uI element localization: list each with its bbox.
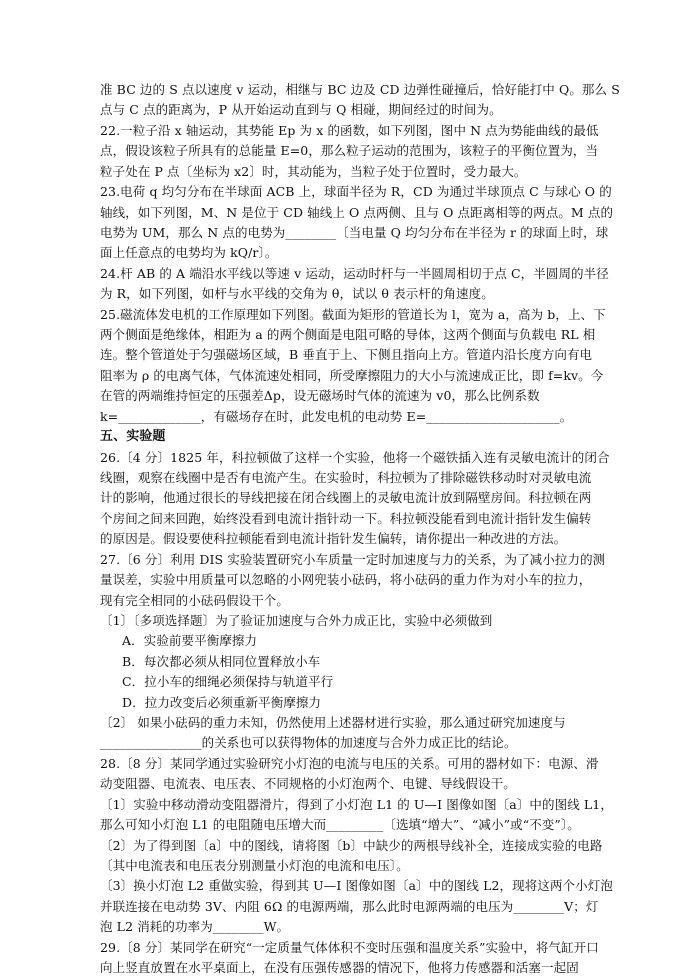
option-b: B．每次都必须从相同位置释放小车 bbox=[122, 653, 321, 669]
text-line: 的原因是。假设要使科拉顿能看到电流计指针发生偏转，请你提出一种改进的方法。 bbox=[100, 531, 567, 547]
text-line: 22.一粒子沿 x 轴运动，其势能 Ep 为 x 的函数，如下列图，图中 N 点为势能曲线的最低 bbox=[100, 122, 599, 138]
text-line: 面上任意点的电势均为 kQ/r〕。 bbox=[100, 245, 278, 261]
text-line: 为 R，如下列图，如杆与水平线的交角为 θ，试以 θ 表示杆的角速度。 bbox=[100, 286, 494, 302]
text-line: 27.〔6 分〕利用 DIS 实验装置研究小车质量一定时加速度与力的关系，为了减小拉力的测 bbox=[100, 551, 606, 567]
text-line: ________________的关系也可以获得物体的加速度与合外力成正比的结论。 bbox=[100, 735, 517, 751]
text-line: 24.杆 AB 的 A 端沿水平线以等速 v 运动，运动时杆与一半圆周相切于点 C，半圆周的半径 bbox=[100, 265, 609, 281]
text-line: 个房间之间来回跑，始终没看到电流计指针动一下。科拉顿没能看到电流计指针发生偏转 bbox=[100, 510, 592, 526]
text-line: 现有完全相同的小砝码假设干个。 bbox=[100, 592, 290, 608]
text-line: 29.〔8 分〕某同学在研究“一定质量气体体积不变时压强和温度关系”实验中，将气缸开口 bbox=[100, 939, 599, 955]
text-line: 并联连接在电动势 3V、内阻 6Ω 的电源两端，那么此时电源两端的电压为________V；灯 bbox=[100, 898, 599, 914]
option-d: D．拉力改变后必须重新平衡摩擦力 bbox=[122, 694, 322, 710]
text-line: 阻率为 ρ 的电离气体，气体流速处相同，所受摩擦阻力的大小与流速成正比，即 f=kv。今 bbox=[100, 367, 604, 383]
text-line: 〔1〕实验中移动滑动变阻器滑片，得到了小灯泡 L1 的 U—I 图像如图〔a〕中的图线 L1， bbox=[100, 796, 613, 812]
text-line: 计的影响，他通过很长的导线把接在闭合线圈上的灵敏电流计放到隔壁房间。科拉顿在两 bbox=[100, 490, 592, 506]
text-line: 点与 C 点的距离为，P 从开始运动直到与 Q 相碰，期间经过的时间为。 bbox=[100, 102, 502, 118]
text-line: 动变阻器、电流表、电压表、不同规格的小灯泡两个、电键、导线假设干。 bbox=[100, 776, 516, 792]
text-line: 粒子处在 P 点〔坐标为 x2〕时，其动能为，当粒子处于位置时，受力最大。 bbox=[100, 163, 527, 179]
text-line: 电势为 UM，那么 N 点的电势为________〔当电量 Q 均匀分布在半径为 r 的球面上时，球 bbox=[100, 224, 609, 240]
text-line: 25.磁流体发电机的工作原理如下列图。截面为矩形的管道长为 l，宽为 a，高为 b，上、下 bbox=[100, 306, 606, 322]
section-heading: 五、实验题 bbox=[100, 429, 166, 445]
text-line: 23.电荷 q 均匀分布在半球面 ACB 上，球面半径为 R，CD 为通过半球顶点 C 与球心 O 的 bbox=[100, 184, 612, 200]
text-line: 线圈，观察在线圈中是否有电流产生。在实验时，科拉顿为了排除磁铁移动时对灵敏电流 bbox=[100, 470, 592, 485]
text-line: 轴线，如下列图，M、N 是位于 CD 轴线上 O 点两侧、且与 O 点距离相等的两点。M 点的 bbox=[100, 204, 614, 220]
text-line: 26.〔4 分〕1825 年，科拉顿做了这样一个实验，他将一个磁铁插入连有灵敏电流计的闭合 bbox=[100, 449, 610, 465]
text-line: 〔2〕为了得到图〔a〕中的图线，请将图〔b〕中缺少的两根导线补全，连接成实验的电路 bbox=[100, 837, 603, 853]
text-line: 连。整个管道处于匀强磁场区域，B 垂直于上、下侧且指向上方。管道内沿长度方向有电 bbox=[100, 347, 593, 363]
text-line: 准 BC 边的 S 点以速度 v 运动，相继与 BC 边及 CD 边弹性碰撞后，恰好能打中 Q。那么 S bbox=[100, 82, 620, 97]
text-line: 两个侧面是绝缘体，相距为 a 的两个侧面是电阻可略的导体，这两个侧面与负载电 RL 相 bbox=[100, 327, 596, 342]
text-line: k=_____________，有磁场存在时，此发电机的电动势 E=_____________________。 bbox=[100, 408, 573, 424]
text-line: 泡 L2 消耗的功率为________W。 bbox=[100, 919, 290, 935]
text-line: 点，假设该粒子所具有的总能量 E=0，那么粒子运动的范围为，该粒子的平衡位置为，当 bbox=[100, 143, 599, 159]
text-line: 量误差，实验中用质量可以忽略的小网兜装小砝码，将小砝码的重力作为对小车的拉力， bbox=[100, 572, 592, 587]
text-line: 〔3〕换小灯泡 L2 重做实验，得到其 U—I 图像如图〔a〕中的图线 L2，现将这两个小灯泡 bbox=[100, 878, 613, 894]
text-line: 〔1〕〔多项选择题〕为了验证加速度与合外力成正比，实验中必须做到 bbox=[100, 612, 493, 628]
option-a: A．实验前要平衡摩擦力 bbox=[122, 633, 258, 649]
text-line: 28.〔8 分〕某同学通过实验研究小灯泡的电流与电压的关系。可用的器材如下：电源、滑 bbox=[100, 755, 599, 771]
text-line: 〔2〕 如果小砝码的重力未知，仍然使用上述器材进行实验，那么通过研究加速度与 bbox=[100, 715, 566, 730]
text-line: 〔其中电流表和电压表分别测量小灯泡的电流和电压〕。 bbox=[100, 857, 409, 873]
text-line: 那么可知小灯泡 L1 的电阻随电压增大而_________〔选填“增大”、“减小”或“不变”〕。 bbox=[100, 817, 580, 833]
text-line: 在管的两端维持恒定的压强差Δp，设无磁场时气体的流速为 v0，那么比例系数 bbox=[100, 388, 540, 404]
text-line: 向上竖直放置在水平桌面上，在没有压强传感器的情况下，他将力传感器和活塞一起固 bbox=[100, 960, 579, 975]
option-c: C．拉小车的细绳必须保持与轨道平行 bbox=[122, 674, 334, 690]
